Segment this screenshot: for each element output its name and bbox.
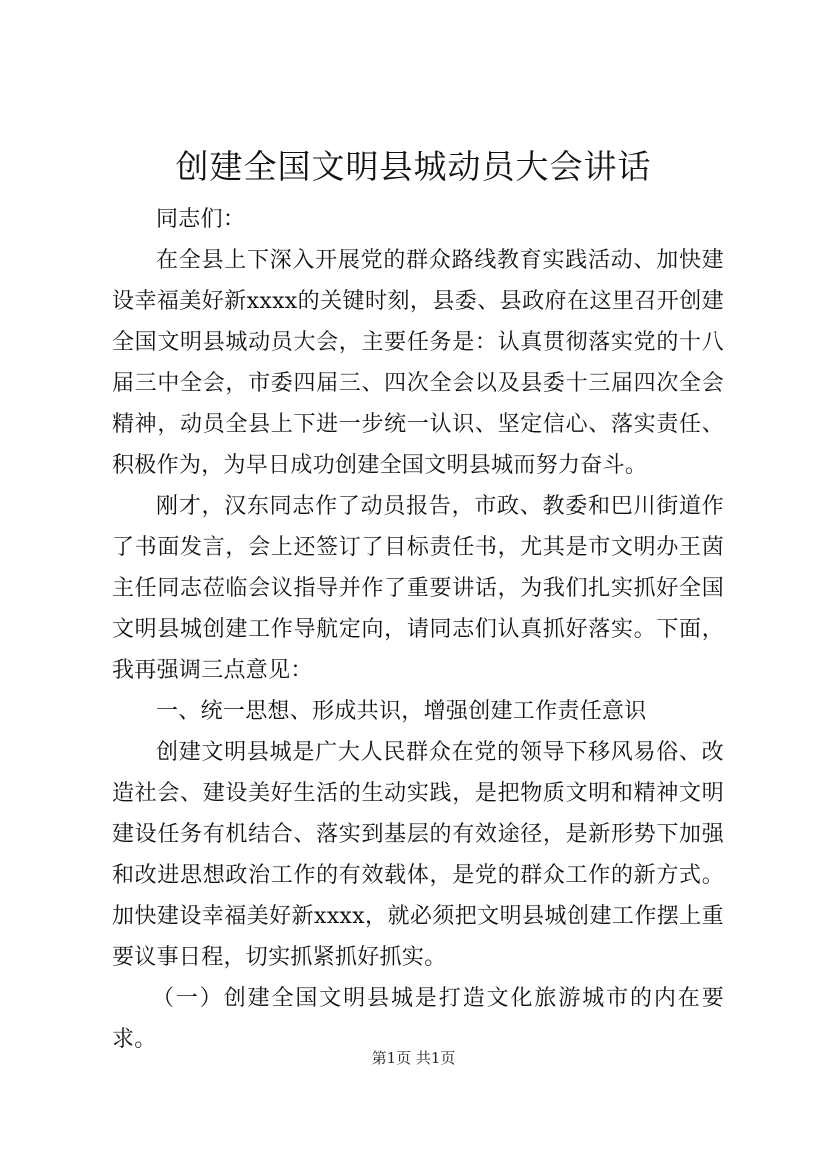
salutation-paragraph: 同志们： — [156, 207, 246, 232]
document-body — [112, 199, 724, 1060]
subsection-heading-1: （一）创建全国文明县城是打造文化旅游城市的内在要求。 — [112, 986, 724, 1052]
page-footer: 第1页 共1页 — [371, 1049, 456, 1067]
document-title: 创建全国文明县城动员大会讲话 — [175, 147, 652, 186]
section-heading-1: 一、统一思想、形成共识，增强创建工作责任意识 — [156, 699, 647, 724]
section-1-body-paragraph: 创建文明县城是广大人民群众在党的领导下移风易俗、改造社会、建设美好生活的生动实践，是把物质文明和精神文明建设任务有机结合、落实到基层的有效途径，是新形势下加强和改进思想政治工作的有效载体，是党的群众工作的新方式。加快建设幸福美好新xxxx，就必须把文明县城创建工作摆上重要议事日程，切实抓紧抓好抓实。 — [112, 740, 724, 970]
intro-paragraph: 在全县上下深入开展党的群众路线教育实践活动、加快建设幸福美好新xxxx的关键时刻，县委、县政府在这里召开创建全国文明县城动员大会，主要任务是：认真贯彻落实党的十八届三中全会，市委四届三、四次全会以及县委十三届四次全会精神，动员全县上下进一步统一认识、坚定信心、落实责任、积极作为，为早日成功创建全国文明县城而努力奋斗。 — [112, 248, 724, 478]
context-paragraph: 刚才，汉东同志作了动员报告，市政、教委和巴川街道作了书面发言，会上还签订了目标责任书，尤其是市文明办王茵主任同志莅临会议指导并作了重要讲话，为我们扎实抓好全国文明县城创建工作导航定向，请同志们认真抓好落实。下面，我再强调三点意见： — [112, 494, 724, 683]
